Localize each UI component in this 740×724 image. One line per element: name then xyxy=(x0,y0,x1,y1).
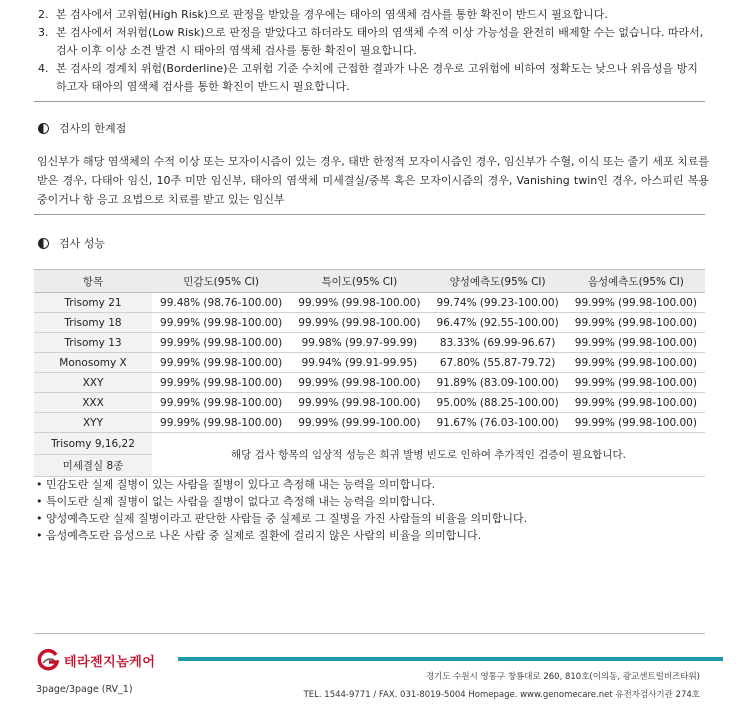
half-circle-icon xyxy=(38,238,49,249)
table-cell: 99.99% (99.98-100.00) xyxy=(152,333,290,353)
limitations-heading xyxy=(38,120,126,136)
notes-list xyxy=(38,6,708,96)
table-row xyxy=(34,293,705,313)
table-row xyxy=(34,373,705,393)
company-address: 경기도 수원시 영통구 창룡대로 260, 810호(이의동, 광교센트럴비즈타워) xyxy=(425,672,700,682)
table-cell: 99.99% (99.98-100.00) xyxy=(290,313,428,333)
column-header: 음성예측도(95% CI) xyxy=(567,270,705,293)
genome-g-logo-icon xyxy=(36,648,60,672)
table-cell: 99.99% (99.98-100.00) xyxy=(567,373,705,393)
table-cell: 99.99% (99.98-100.00) xyxy=(567,293,705,313)
column-header: 특이도(95% CI) xyxy=(290,270,428,293)
table-cell: 99.99% (99.98-100.00) xyxy=(152,313,290,333)
divider xyxy=(34,101,705,102)
row-label: XYY xyxy=(34,413,152,433)
table-cell: 99.99% (99.98-100.00) xyxy=(152,373,290,393)
table-row xyxy=(34,313,705,333)
column-header: 민감도(95% CI) xyxy=(152,270,290,293)
table-cell: 99.99% (99.98-100.00) xyxy=(290,373,428,393)
table-row xyxy=(34,393,705,413)
table-cell: 67.80% (55.87-79.72) xyxy=(429,353,567,373)
table-cell: 99.99% (99.98-100.00) xyxy=(152,353,290,373)
list-item: • 특이도란 실제 질병이 없는 사람을 질병이 없다고 측정해 내는 능력을 의미합니다. xyxy=(36,495,436,508)
table-cell: 99.99% (99.98-100.00) xyxy=(567,353,705,373)
table-cell: 99.98% (99.97-99.99) xyxy=(290,333,428,353)
table-cell: 99.99% (99.98-100.00) xyxy=(567,333,705,353)
divider xyxy=(34,214,705,215)
row-label: XXX xyxy=(34,393,152,413)
row-label: Monosomy X xyxy=(34,353,152,373)
table-cell: 99.74% (99.23-100.00) xyxy=(429,293,567,313)
note-text: 본 검사의 경계치 위험(Borderline)은 고위험 기준 수치에 근접한 결과가 나온 경우로 고위험에 비하여 정확도는 낮으나 위음성을 방지하고자 태아의 염색체 검사를 통한 확진이 반드시 필요합니다. xyxy=(56,62,698,93)
table-cell: 83.33% (69.99-96.67) xyxy=(429,333,567,353)
list-item: • 양성예측도란 실제 질병이라고 판단한 사람들 중 실제로 그 질병을 가진 사람들의 비율을 의미합니다. xyxy=(36,512,528,525)
performance-table xyxy=(34,269,705,477)
table-cell: 99.99% (99.98-100.00) xyxy=(290,293,428,313)
row-label: Trisomy 18 xyxy=(34,313,152,333)
table-cell: 91.67% (76.03-100.00) xyxy=(429,413,567,433)
column-header: 양성예측도(95% CI) xyxy=(429,270,567,293)
table-cell: 99.99% (99.99-100.00) xyxy=(290,413,428,433)
page-number: 3page/3page (RV_1) xyxy=(36,684,133,695)
company-logo xyxy=(36,648,155,672)
table-cell: 91.89% (83.09-100.00) xyxy=(429,373,567,393)
definitions-list xyxy=(36,476,527,544)
company-contact: TEL. 1544-9771 / FAX. 031-8019-5004 Homepage. www.genomecare.net 유전자검사기관 274호 xyxy=(303,690,700,700)
note-text: 본 검사에서 고위험(High Risk)으로 판정을 받았을 경우에는 태아의 염색체 검사를 통한 확진이 반드시 필요합니다. xyxy=(56,8,608,21)
limitations-text: 임신부가 해당 염색체의 수적 이상 또는 모자이시즘이 있는 경우, 태반 한정적 모자이시즘인 경우, 임신부가 수혈, 이식 또는 줄기 세포 치료를 받은 경우, 다태아 임신, 10주 미만 임신부, 태아의 염색체 미세결실/중복 혹은 모자이시즘의 경우, Vanishing twin인 경우, 아스피린 복용 중이거나 항 응고 요법으로 치료를 받고 있는 임신부 xyxy=(37,155,709,206)
table-row xyxy=(34,333,705,353)
table-row xyxy=(34,413,705,433)
table-cell: 99.99% (99.98-100.00) xyxy=(567,393,705,413)
table-cell: 99.48% (98.76-100.00) xyxy=(152,293,290,313)
row-label: 미세결실 8종 xyxy=(34,455,152,477)
row-label: Trisomy 9,16,22 xyxy=(34,433,152,455)
performance-title: 검사 성능 xyxy=(59,237,106,250)
limitations-title: 검사의 한계점 xyxy=(59,122,127,135)
note-number: 2. xyxy=(38,8,49,21)
row-label: Trisomy 21 xyxy=(34,293,152,313)
note-item xyxy=(38,60,708,96)
table-cell: 99.99% (99.98-100.00) xyxy=(567,413,705,433)
note-number: 4. xyxy=(38,62,49,75)
note-number: 3. xyxy=(38,26,49,39)
half-circle-icon xyxy=(38,123,49,134)
table-row xyxy=(34,433,705,455)
note-item xyxy=(38,6,708,24)
footer-divider xyxy=(34,633,705,634)
table-cell: 99.99% (99.98-100.00) xyxy=(567,313,705,333)
table-cell: 99.99% (99.98-100.00) xyxy=(152,393,290,413)
company-name: 테라젠지놈케어 xyxy=(64,654,156,670)
table-row xyxy=(34,353,705,373)
note-text: 본 검사에서 저위험(Low Risk)으로 판정을 받았다고 하더라도 태아의 염색체 수적 이상 가능성을 완전히 배제할 수는 없습니다. 따라서, 검사 이후 이상 소견 발견 시 태아의 염색체 검사를 통한 확진이 필요합니다. xyxy=(56,26,704,57)
list-item: • 음성예측도란 음성으로 나온 사람 중 실제로 질환에 걸리지 않은 사람의 비율을 의미합니다. xyxy=(36,529,482,542)
column-header: 항목 xyxy=(34,270,152,293)
footer-address-block xyxy=(304,668,700,704)
clinical-validation-note: 해당 검사 항목의 임상적 성능은 희귀 발병 빈도로 인하여 추가적인 검증이 필요합니다. xyxy=(152,433,705,477)
list-item: • 민감도란 실제 질병이 있는 사람을 질병이 있다고 측정해 내는 능력을 의미합니다. xyxy=(36,478,436,491)
table-cell: 99.99% (99.98-100.00) xyxy=(152,413,290,433)
table-cell: 99.99% (99.98-100.00) xyxy=(290,393,428,413)
row-label: XXY xyxy=(34,373,152,393)
table-cell: 95.00% (88.25-100.00) xyxy=(429,393,567,413)
performance-heading xyxy=(38,235,105,251)
row-label: Trisomy 13 xyxy=(34,333,152,353)
footer-accent-bar xyxy=(178,657,723,661)
table-header-row xyxy=(34,270,705,293)
table-cell: 99.94% (99.91-99.95) xyxy=(290,353,428,373)
table-cell: 96.47% (92.55-100.00) xyxy=(429,313,567,333)
note-item xyxy=(38,24,708,60)
